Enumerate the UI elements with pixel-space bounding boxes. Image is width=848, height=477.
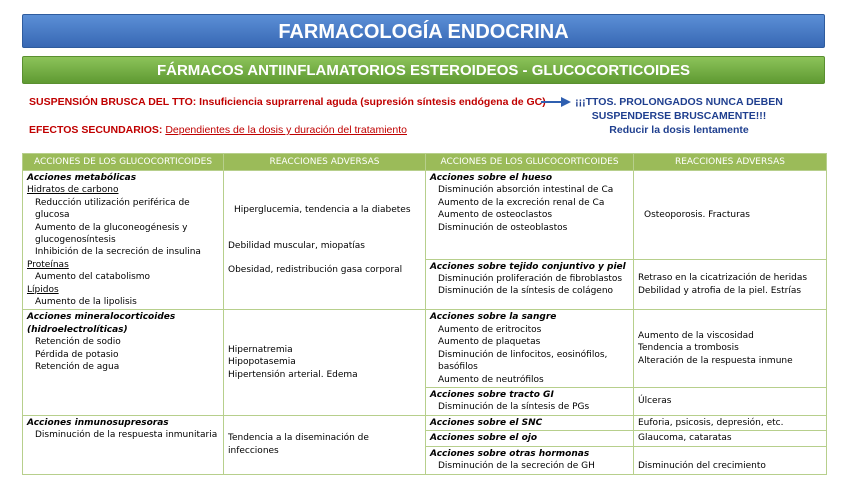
reaction-text: Retraso en la cicatrización de heridas [638, 273, 808, 284]
section-title: FÁRMACOS ANTIINFLAMATORIOS ESTEROIDEOS - GLUCOCORTICOIDES [22, 56, 825, 84]
reaction-text: Úlceras [638, 396, 672, 407]
side-effects-text: Dependientes de la dosis y duración del tratamiento [165, 124, 407, 136]
list-item: Disminución de la secreción de GH [438, 460, 595, 471]
mineral-reactions-cell [224, 310, 426, 415]
reaction-text: Hiperglucemia, tendencia a la diabetes [234, 204, 411, 215]
arrow-right-icon [541, 96, 571, 108]
metabolic-actions-cell [23, 171, 224, 310]
warning-line-1: ¡¡¡TTOS. PROLONGADOS NUNCA DEBEN [575, 96, 783, 108]
connective-actions-cell [426, 259, 634, 310]
blood-reactions-cell [634, 310, 827, 387]
list-item: Retención de sodio [35, 337, 121, 348]
list-item: Inhibición de la secreción de insulina [35, 247, 201, 258]
connective-reactions-cell [634, 259, 827, 310]
group-heading: Acciones sobre el SNC [430, 417, 543, 428]
snc-reactions-cell [634, 415, 827, 430]
reaction-text: Disminución del crecimiento [638, 461, 766, 472]
gi-reactions-cell [634, 387, 827, 415]
gi-actions-cell [426, 387, 634, 415]
group-heading: Acciones sobre tejido conjuntivo y piel [430, 261, 626, 272]
group-heading: Acciones sobre la sangre [430, 312, 557, 323]
reaction-text: Euforia, psicosis, depresión, etc. [638, 417, 784, 428]
reaction-text: Obesidad, redistribución gasa corporal [228, 265, 403, 276]
reaction-text: Debilidad muscular, miopatías [228, 241, 365, 252]
reaction-text: Osteoporosis. Fracturas [644, 209, 750, 220]
reaction-text: Hipopotasemia [228, 357, 296, 368]
mineral-actions-cell [23, 310, 224, 415]
subgroup-heading: Hidratos de carbono [27, 185, 119, 196]
list-item: Pérdida de potasio [35, 349, 119, 360]
group-heading: Acciones mineralocorticoides (hidroelectrolíticas) [27, 312, 176, 335]
reaction-text: Glaucoma, cataratas [638, 433, 732, 444]
header-reactions-right: REACCIONES ADVERSAS [634, 154, 827, 171]
hormone-actions-cell [426, 446, 634, 474]
list-item: Aumento de plaquetas [438, 337, 541, 348]
subgroup-heading: Proteínas [27, 259, 69, 270]
list-item: Aumento de eritrocitos [438, 324, 542, 335]
hormone-reactions-cell [634, 446, 827, 474]
warning-line-2: SUSPENDERSE BRUSCAMENTE!!! [591, 110, 767, 122]
page-title: FARMACOLOGÍA ENDOCRINA [22, 14, 825, 48]
side-effects-note [29, 124, 407, 136]
list-item: Disminución de la síntesis de colágeno [438, 286, 614, 297]
header-actions-left: ACCIONES DE LOS GLUCOCORTICOIDES [23, 154, 224, 171]
reaction-text: Tendencia a la diseminación de infecciones [228, 433, 369, 456]
eye-reactions-cell [634, 431, 827, 446]
subgroup-heading: Lípidos [27, 284, 59, 295]
blood-actions-cell [426, 310, 634, 387]
list-item: Disminución de osteoblastos [438, 222, 568, 233]
list-item: Disminución absorción intestinal de Ca [438, 185, 614, 196]
metabolic-reactions-cell [224, 171, 426, 310]
bone-reactions-cell [634, 171, 827, 260]
header-reactions-left: REACCIONES ADVERSAS [224, 154, 426, 171]
eye-actions-cell [426, 431, 634, 446]
snc-actions-cell [426, 415, 634, 430]
group-heading: Acciones sobre el ojo [430, 433, 538, 444]
warning-line-3: Reducir la dosis lentamente [609, 124, 749, 136]
list-item: Aumento de la lipolisis [35, 297, 137, 308]
group-heading: Acciones inmunosupresoras [27, 417, 169, 428]
group-heading: Acciones sobre otras hormonas [430, 448, 590, 459]
list-item: Disminución de linfocitos, eosinófilos, basófilos [438, 349, 608, 373]
list-item: Aumento de la gluconeogénesis y glucogenosíntesis [35, 222, 188, 246]
immuno-reactions-cell [224, 415, 426, 474]
reaction-text: Aumento de la viscosidad [638, 331, 754, 342]
glucocorticoid-table [22, 153, 827, 475]
reaction-text: Alteración de la respuesta inmune [638, 355, 793, 366]
reaction-text: Hipernatremia [228, 344, 293, 355]
bone-actions-cell [426, 171, 634, 260]
list-item: Aumento de la excreción renal de Ca [438, 197, 605, 208]
reaction-text: Tendencia a trombosis [638, 343, 739, 354]
side-effects-label: EFECTOS SECUNDARIOS: [29, 124, 166, 136]
suspension-note: SUSPENSIÓN BRUSCA DEL TTO: Insuficiencia suprarrenal aguda (supresión síntesis endógena de GC) [29, 96, 546, 108]
list-item: Aumento del catabolismo [35, 272, 151, 283]
reaction-text: Hipertensión arterial. Edema [228, 369, 358, 380]
reaction-text: Debilidad y atrofia de la piel. Estrías [638, 285, 802, 296]
group-heading: Acciones sobre el hueso [430, 173, 553, 183]
header-actions-right: ACCIONES DE LOS GLUCOCORTICOIDES [426, 154, 634, 171]
list-item: Disminución de la respuesta inmunitaria [35, 430, 218, 441]
list-item: Aumento de neutrófilos [438, 374, 544, 385]
list-item: Disminución proliferación de fibroblastos [438, 273, 623, 284]
list-item: Aumento de osteoclastos [438, 210, 553, 221]
list-item: Reducción utilización periférica de glucosa [35, 197, 190, 221]
immuno-actions-cell [23, 415, 224, 474]
group-heading: Acciones sobre tracto GI [430, 389, 554, 400]
list-item: Retención de agua [35, 362, 120, 373]
group-heading: Acciones metabólicas [27, 173, 137, 183]
warning-note [574, 95, 784, 137]
list-item: Disminución de la síntesis de PGs [438, 402, 590, 413]
